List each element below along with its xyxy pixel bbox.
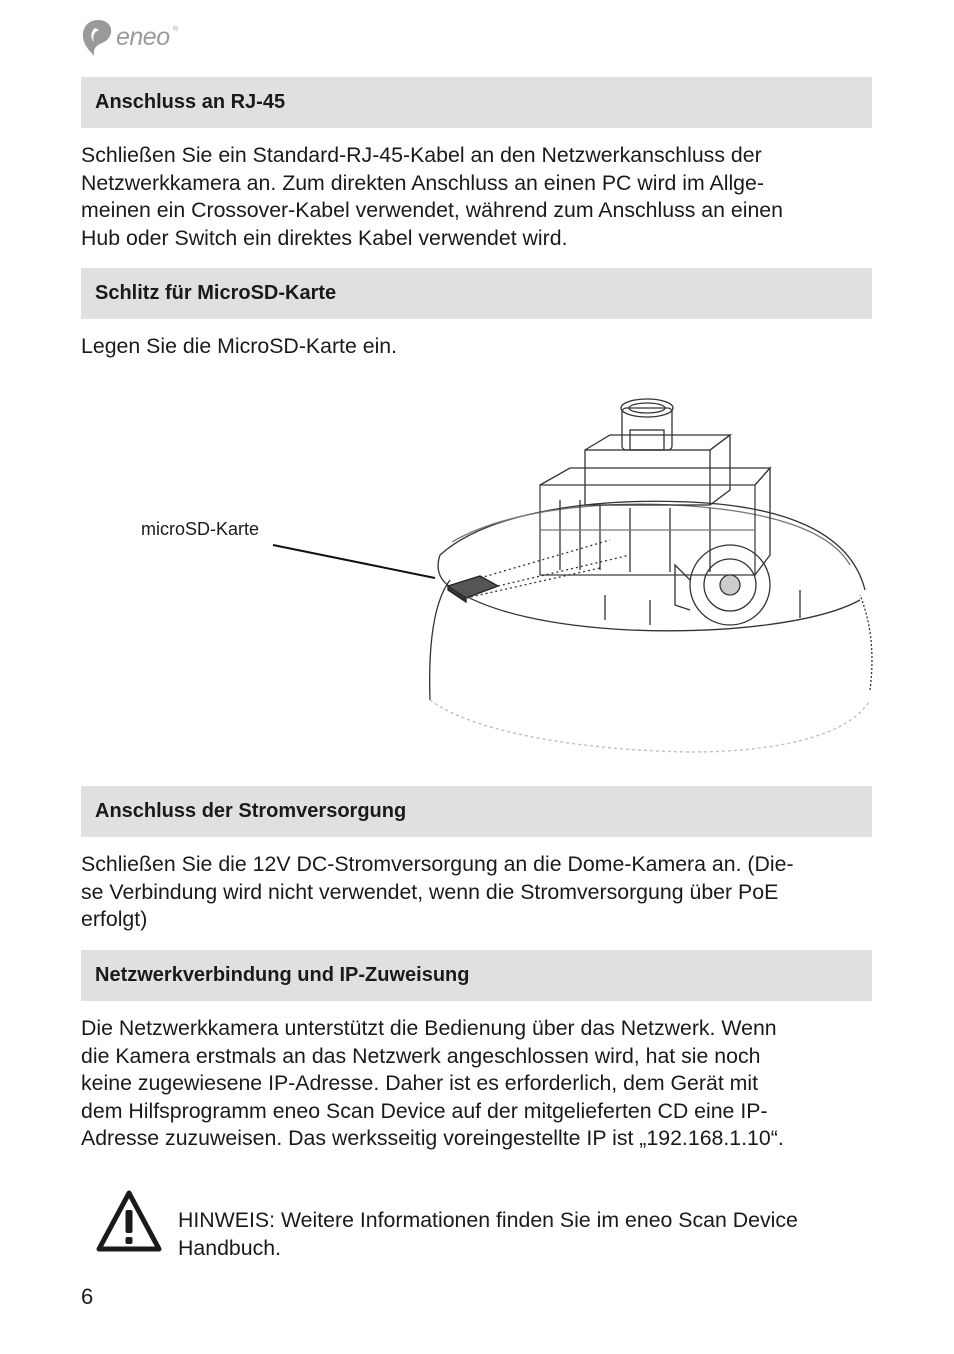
paragraph-line: Hub oder Switch ein direktes Kabel verwendet wird. — [81, 225, 568, 250]
registered-mark: ® — [173, 26, 179, 33]
hinweis-note — [178, 1206, 878, 1262]
power-paragraph — [81, 851, 871, 934]
network-paragraph — [81, 1015, 871, 1153]
paragraph-line: se Verbindung wird nicht verwendet, wenn die Stromversorgung über PoE — [81, 879, 779, 904]
rj45-paragraph — [81, 142, 871, 252]
paragraph-line: Adresse zuzuweisen. Das werksseitig voreingestellte IP ist „192.168.1.10“. — [81, 1126, 784, 1150]
section-heading-power: Anschluss der Stromversorgung — [81, 786, 872, 837]
paragraph-line: keine zugewiesene IP-Adresse. Daher ist es erforderlich, dem Gerät mit — [81, 1071, 759, 1095]
page-number: 6 — [81, 1284, 94, 1309]
eneo-logo-icon — [80, 18, 116, 58]
section-heading-microsd: Schlitz für MicroSD-Karte — [81, 268, 872, 319]
microsd-callout-label: microSD-Karte — [141, 519, 260, 539]
note-line: HINWEIS: Weitere Informationen finden Sie im eneo Scan Device — [178, 1208, 798, 1232]
eneo-logo — [80, 18, 190, 62]
dome-camera-illustration — [130, 390, 880, 770]
paragraph-line: Schließen Sie ein Standard-RJ-45-Kabel an den Netzwerkanschluss der — [81, 143, 762, 167]
section-heading-rj45: Anschluss an RJ-45 — [81, 77, 872, 128]
section-heading-network: Netzwerkverbindung und IP-Zuweisung — [81, 950, 872, 1001]
paragraph-line: Legen Sie die MicroSD-Karte ein. — [81, 334, 398, 358]
paragraph-line: Die Netzwerkkamera unterstützt die Bedienung über das Netzwerk. Wenn — [81, 1016, 777, 1040]
paragraph-line: die Kamera erstmals an das Netzwerk angeschlossen wird, hat sie noch — [81, 1043, 761, 1068]
paragraph-line: meinen ein Crossover-Kabel verwendet, während zum Anschluss an einen — [81, 198, 783, 222]
paragraph-line: erfolgt) — [81, 907, 148, 931]
microsd-paragraph — [81, 333, 871, 361]
brand-name: eneo — [116, 23, 170, 51]
paragraph-line: Netzwerkkamera an. Zum direkten Anschluss an einen PC wird im Allge- — [81, 170, 764, 195]
warning-triangle-icon — [96, 1190, 162, 1253]
note-line: Handbuch. — [178, 1236, 282, 1260]
paragraph-line: dem Hilfsprogramm eneo Scan Device auf der mitgelieferten CD eine IP- — [81, 1098, 768, 1123]
paragraph-line: Schließen Sie die 12V DC-Stromversorgung an die Dome-Kamera an. (Die- — [81, 852, 794, 876]
